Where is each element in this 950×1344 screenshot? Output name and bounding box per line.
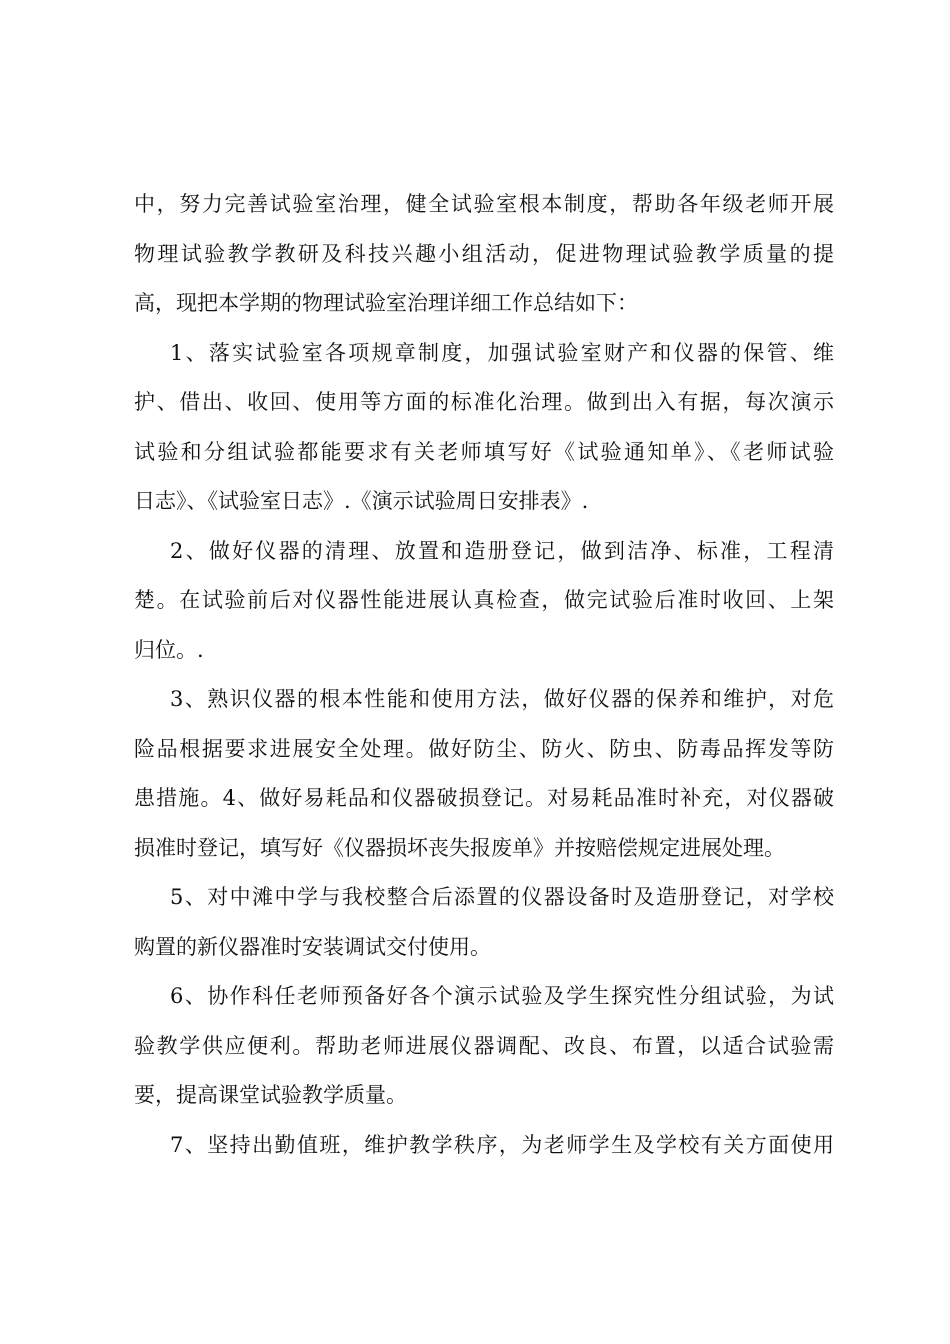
text-line: 高，现把本学期的物理试验室治理详细工作总结如下： [134, 291, 638, 315]
paragraph-3-line: 险品根据要求进展安全处理。做好防尘、防火、防虫、防毒品挥发等防 [134, 736, 834, 761]
text-line: 中，努力完善试验室治理，健全试验室根本制度，帮助各年级老师开展 [134, 192, 834, 216]
paragraph-1-line: 1、落实试验室各项规章制度，加强试验室财产和仪器的保管、维 [170, 340, 834, 365]
paragraph-6-line: 验教学供应便利。帮助老师进展仪器调配、改良、布置，以适合试验需 [134, 1033, 834, 1058]
paragraph-6-line: 要，提高课堂试验教学质量。 [134, 1083, 407, 1107]
paragraph-2-line: 2、做好仪器的清理、放置和造册登记，做到洁净、标准，工程清 [170, 538, 834, 563]
paragraph-5-line: 5、对中滩中学与我校整合后添置的仪器设备时及造册登记，对学校 [170, 885, 834, 909]
paragraph-7-line: 7、坚持出勤值班，维护教学秩序，为老师学生及学校有关方面使用 [170, 1132, 834, 1157]
paragraph-2-line: 楚。在试验前后对仪器性能进展认真检查，做完试验后准时收回、上架 [134, 588, 834, 612]
paragraph-2-line: 归位。. [134, 637, 204, 662]
paragraph-1-line: 试验和分组试验都能要求有关老师填写好《试验通知单》、《老师试验 [134, 439, 834, 464]
paragraph-6-line: 6、协作科任老师预备好各个演示试验及学生探究性分组试验，为试 [170, 984, 834, 1008]
paragraph-5-line: 购置的新仪器准时安装调试交付使用。 [134, 934, 491, 959]
paragraph-1-line: 日志》、《试验室日志》.《演示试验周日安排表》. [134, 489, 589, 513]
paragraph-3-line: 损准时登记，填写好《仪器损坏丧失报废单》并按赔偿规定进展处理。 [134, 835, 785, 860]
document-body [134, 180, 834, 1170]
text-line: 物理试验教学教研及科技兴趣小组活动，促进物理试验教学质量的提 [134, 241, 834, 266]
paragraph-1-line: 护、借出、收回、使用等方面的标准化治理。做到出入有据，每次演示 [134, 390, 834, 414]
paragraph-3-line: 患措施。4、做好易耗品和仪器破损登记。对易耗品准时补充，对仪器破 [134, 786, 834, 810]
paragraph-3-line: 3、熟识仪器的根本性能和使用方法，做好仪器的保养和维护，对危 [170, 687, 834, 711]
